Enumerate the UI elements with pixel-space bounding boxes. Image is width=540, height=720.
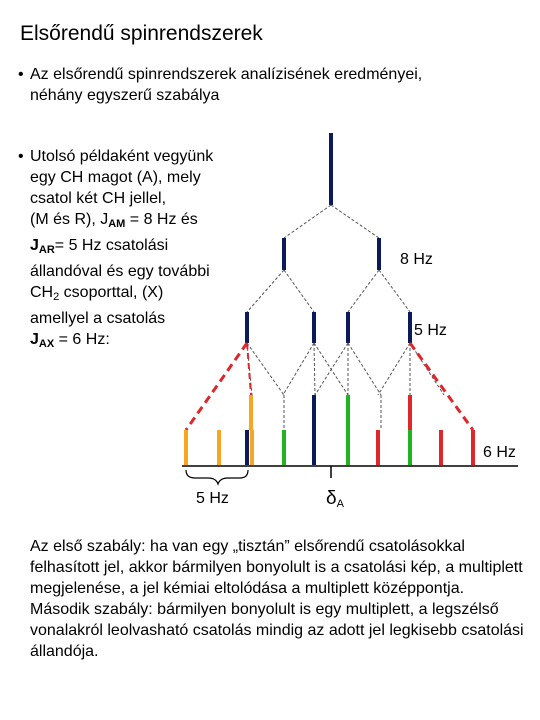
outer-branch-dashed — [186, 343, 247, 430]
example-line4-b: = 8 Hz és — [125, 211, 198, 228]
branch — [247, 270, 284, 312]
example-line6: állandóval és egy további — [30, 263, 210, 280]
example-line4-a: (M és R), J — [30, 211, 109, 228]
example-line9-a: J — [30, 331, 39, 348]
bullet-dot: • — [18, 66, 24, 83]
level3-branches — [247, 343, 444, 395]
example-line1: Utolsó példaként vegyünk — [30, 148, 214, 165]
rule-2: Második szabály: bármilyen bonyolult is egy multiplett, a legszélső vonalakról leolvasható csatolás mindig az adott jel legkisebb csatolási állandója. — [30, 601, 524, 660]
bullet-intro-line2: néhány egyszerű szabálya — [30, 87, 220, 104]
branch — [284, 270, 314, 312]
label-j6: 6 Hz — [483, 444, 516, 461]
delta-sub: A — [336, 498, 344, 510]
example-line3: csatol két CH jellel, — [30, 190, 167, 207]
bullet-dot: • — [18, 148, 24, 165]
brace — [186, 470, 248, 484]
example-line2: egy CH magot (A), mely — [30, 169, 201, 186]
delta-symbol: δ — [326, 488, 337, 509]
branch — [348, 270, 379, 312]
bullet-intro-line1: Az elsőrendű spinrendszerek analízisének eredményei, — [30, 66, 423, 83]
branch — [284, 205, 331, 238]
label-j5: 5 Hz — [414, 322, 447, 339]
slide-title: Elsőrendű spinrendszerek — [20, 22, 263, 45]
level3-guides — [284, 395, 381, 430]
example-line5-sub: AR — [38, 244, 55, 256]
label-brace: 5 Hz — [196, 490, 229, 507]
rules-text — [30, 536, 530, 662]
example-line5-a: J — [30, 237, 39, 254]
example-line8: amellyel a csatolás — [30, 310, 166, 327]
outer-branch-dashed — [410, 343, 473, 430]
label-j8: 8 Hz — [400, 251, 433, 268]
example-line5-b: = 5 Hz csatolási — [54, 237, 169, 254]
example-line4-sub: AM — [108, 218, 126, 230]
branch — [379, 270, 410, 312]
example-line7-b: csoporttal, (X) — [59, 284, 164, 301]
rule-1: Az első szabály: ha van egy „tisztán” elsőrendű csatolásokkal felhasított jel, akkor bármilyen bonyolult is a csatolási kép, a multiplett megjelenése, a jel kémiai eltolódása a multiplett középpontja. — [30, 538, 523, 597]
branch — [331, 205, 379, 238]
example-line7-a: CH — [30, 284, 54, 301]
example-line9-sub: AX — [38, 338, 55, 350]
example-line7-sub: 2 — [53, 291, 60, 303]
example-line9-b: = 6 Hz: — [54, 331, 110, 348]
label-delta — [326, 488, 344, 510]
